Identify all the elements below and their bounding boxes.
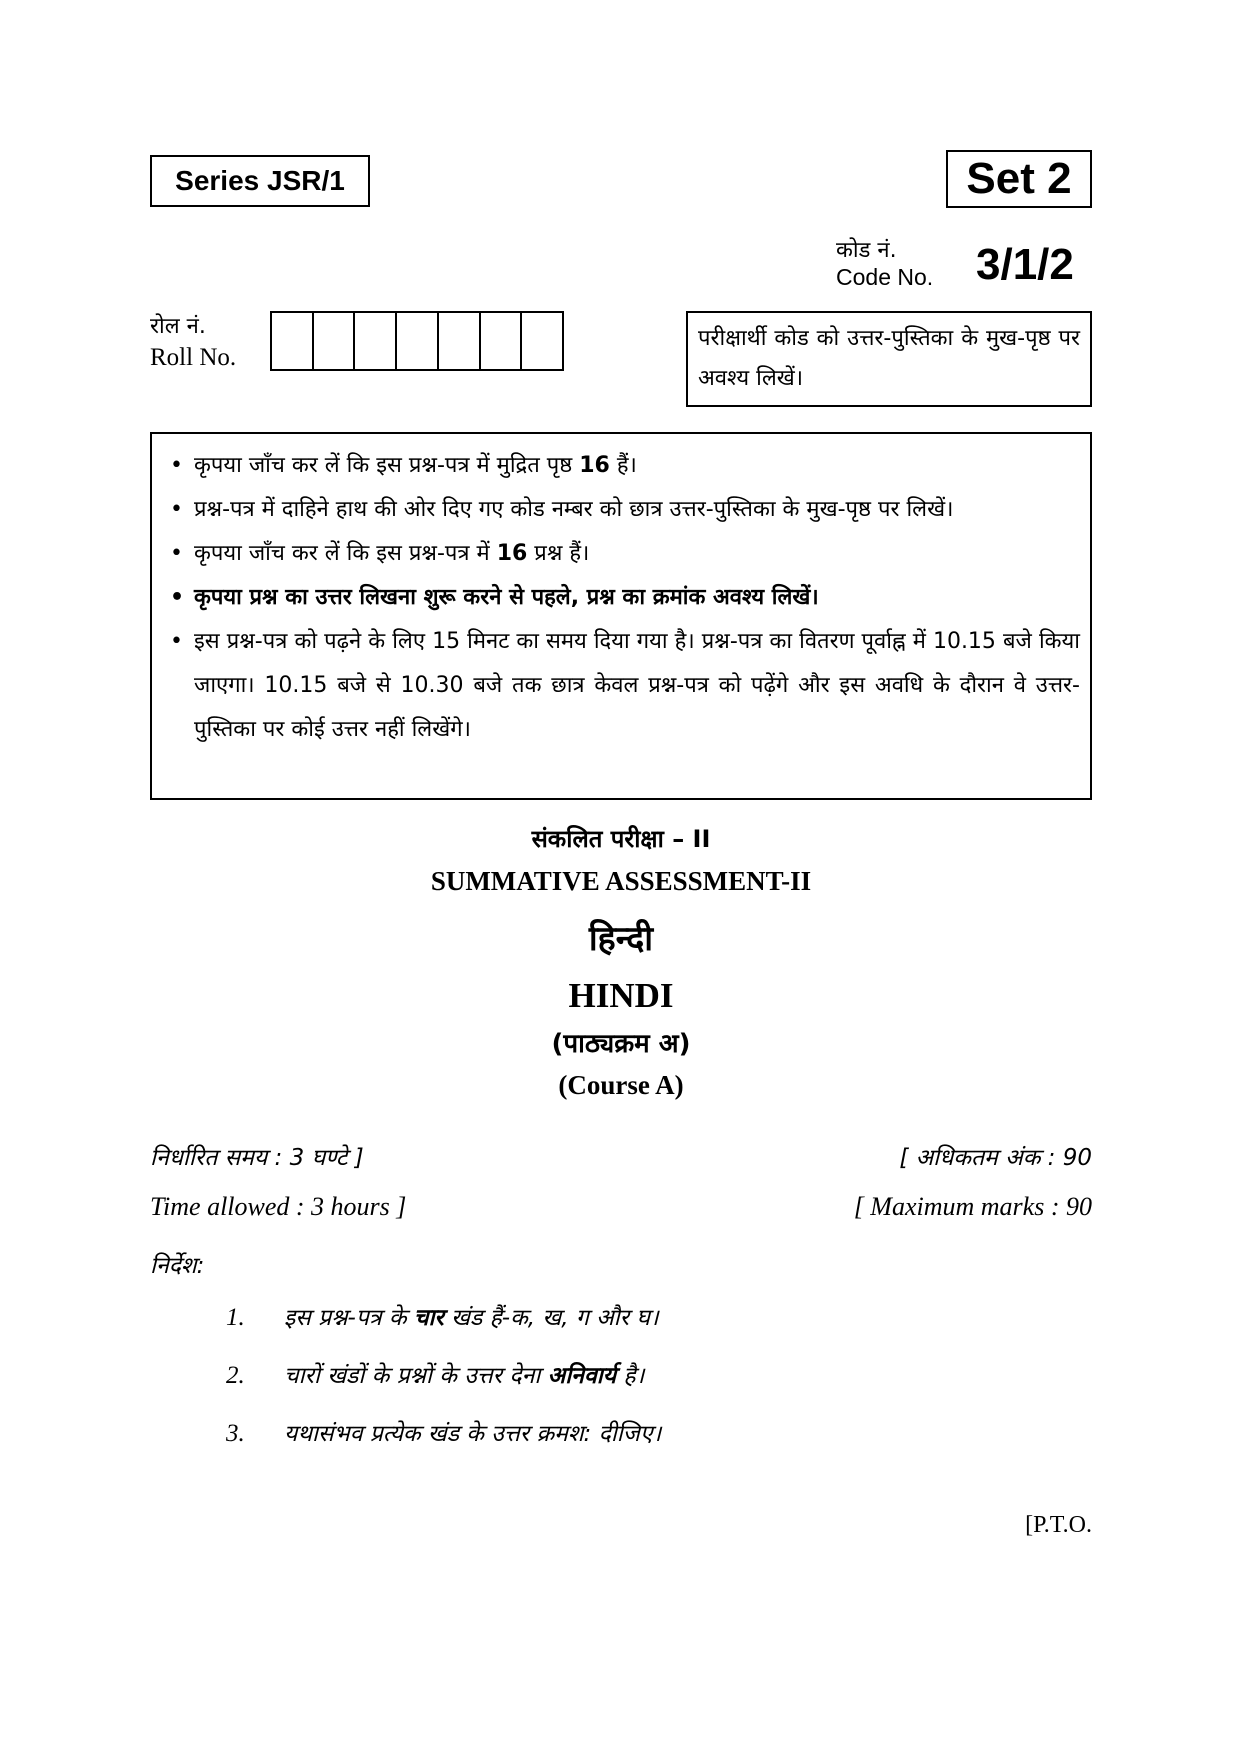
max-marks-english: [ Maximum marks : 90 [853, 1192, 1092, 1221]
roll-digit-box[interactable] [481, 311, 523, 371]
series-label: Series JSR/1 [150, 155, 370, 207]
roll-digit-box[interactable] [439, 311, 481, 371]
code-label-hindi: कोड नं. [836, 238, 897, 263]
max-marks-hindi: [ अधिकतम अंक : 90 [899, 1145, 1092, 1171]
instruction-item: • कृपया जाँच कर लें कि इस प्रश्न-पत्र में 16 प्रश्न हैं। [164, 532, 1080, 576]
directions-heading: निर्देश: [150, 1253, 205, 1279]
direction-item: 1. इस प्रश्न-पत्र के चार खंड हैं-क, ख, ग और घ। [226, 1304, 659, 1331]
subject-hindi: हिन्दी [588, 919, 654, 959]
course-english: (Course A) [558, 1070, 684, 1100]
roll-label-english: Roll No. [150, 344, 237, 371]
direction-item: 2. चारों खंडों के प्रश्नों के उत्तर देना अनिवार्य है। [226, 1362, 645, 1389]
roll-label-hindi: रोल नं. [150, 314, 206, 339]
code-number: 3/1/2 [976, 240, 1074, 289]
candidate-note: परीक्षार्थी कोड को उत्तर-पुस्तिका के मुख-पृष्ठ पर अवश्य लिखें। [686, 311, 1092, 407]
exam-title-english: SUMMATIVE ASSESSMENT-II [430, 866, 812, 896]
instruction-item: • प्रश्न-पत्र में दाहिने हाथ की ओर दिए गए कोड नम्बर को छात्र उत्तर-पुस्तिका के मुख-पृष्ठ पर लिखें। [164, 488, 1080, 532]
time-allowed-english: Time allowed : 3 hours ] [150, 1192, 407, 1221]
code-label-english: Code No. [836, 264, 934, 290]
course-hindi: (पाठ्यक्रम अ) [551, 1029, 691, 1059]
exam-title-hindi: संकलित परीक्षा – II [531, 825, 711, 853]
time-allowed-hindi: निर्धारित समय : 3 घण्टे ] [150, 1145, 364, 1171]
instructions-box [150, 432, 1092, 800]
instruction-item: • कृपया जाँच कर लें कि इस प्रश्न-पत्र में मुद्रित पृष्ठ 16 हैं। [164, 444, 1080, 488]
roll-digit-box[interactable] [522, 311, 564, 371]
roll-digit-box[interactable] [355, 311, 397, 371]
roll-digit-box[interactable] [272, 311, 314, 371]
instruction-item: • इस प्रश्न-पत्र को पढ़ने के लिए 15 मिनट का समय दिया गया है। प्रश्न-पत्र का वितरण पूर्वाह्न में 10.15 बजे किया जाएगा। 10.15 बजे से 10.30 बजे तक छात्र केवल प्रश्न-पत्र को पढ़ेंगे और इस अवधि के दौरान वे उत्तर-पुस्तिका पर कोई उत्तर नहीं लिखेंगे। [164, 620, 1080, 752]
direction-item: 3. यथासंभव प्रत्येक खंड के उत्तर क्रमश: दीजिए। [226, 1420, 662, 1447]
roll-number-boxes [270, 311, 564, 371]
instructions-list [164, 444, 1080, 752]
subject-english: HINDI [568, 976, 674, 1015]
pto-label: [P.T.O. [1025, 1512, 1092, 1538]
instruction-item: • कृपया प्रश्न का उत्तर लिखना शुरू करने से पहले, प्रश्न का क्रमांक अवश्य लिखें। [164, 576, 1080, 620]
set-label: Set 2 [946, 150, 1092, 208]
roll-digit-box[interactable] [397, 311, 439, 371]
roll-digit-box[interactable] [314, 311, 356, 371]
